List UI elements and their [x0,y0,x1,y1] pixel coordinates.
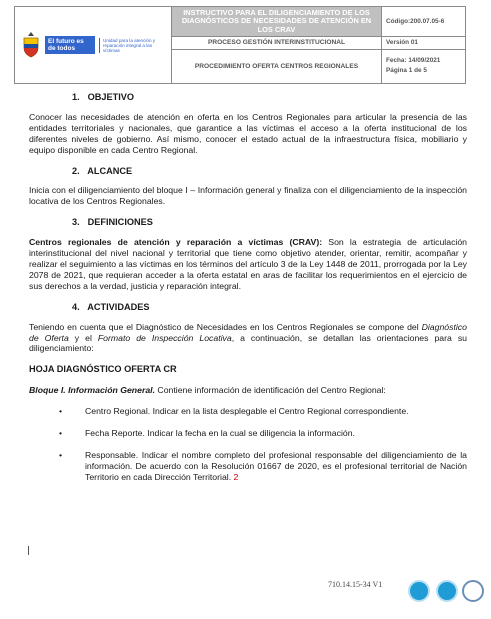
certification-seal-icon [408,580,430,612]
document-version: Versión 01 [382,37,466,50]
tracked-change-mark: 2 [233,471,239,482]
block-one-paragraph: Bloque I. Información General. Contiene información de identificación del Centro Regional: [29,385,386,396]
list-item: • Fecha Reporte. Indicar la fecha en la cual se diligencia la información. [59,428,467,439]
section-heading-actividades: 4. ACTIVIDADES [72,301,150,312]
text-cursor [28,546,29,555]
page-indicator: Página 1 de 5 [386,67,427,75]
certification-seal-icon [436,580,458,612]
actividades-intro: Teniendo en cuenta que el Diagnóstico de Necesidades en los Centros Regionales se compone del Diagnóstico de Oferta y el Formato de Inspección Locativa, a continuación, se detallan las orientaciones para su diligenciamiento: [29,321,467,354]
section-heading-definiciones: 3. DEFINICIONES [72,217,153,228]
crav-term: Centros regionales de atención y reparación a víctimas (CRAV): [29,237,323,248]
section-heading-alcance: 2. ALCANCE [72,165,133,176]
colombia-coat-of-arms-icon [21,32,41,58]
document-title: INSTRUCTIVO PARA EL DILIGENCIAMIENTO DE LOS DIAGNÓSTICOS DE NECESIDADES DE ATENCIÓN EN LOS CRAV [172,7,382,37]
certification-seal-icon [462,580,484,612]
section-heading-objetivo: 1. OBJETIVO [72,92,135,102]
date-page-cell [382,49,466,83]
government-logo: El futuro es de todos [45,36,95,54]
sheet-subheading: HOJA DIAGNÓSTICO OFERTA CR [29,364,177,375]
process-name: PROCESO GESTIÓN INTERINSTITUCIONAL [172,37,382,50]
list-item: • Centro Regional. Indicar en la lista desplegable el Centro Regional correspondiente. [59,406,467,417]
document-date: Fecha: 14/09/2021 [386,57,441,65]
document-body [29,92,467,494]
footer-code: 710.14.15-34 V1 [328,580,383,589]
block-one-list [59,406,467,483]
document-header [14,6,466,84]
definiciones-paragraph: Centros regionales de atención y reparación a víctimas (CRAV): Son la estrategia de articulación interinstitucional del nivel nacional y territorial que tiene como objetivo atender, orientar, remitir, acompañar y realizar el seguimiento a las víctimas en los términos del artículo 3 de la Ley 1448 de 2011, prorrogada por la Ley 2078 de 2021, que requieran acceder a la oferta estatal en aras de facilitar los requerimientos en el ejercicio de sus derechos a la verdad, justicia y reparación integral. [29,237,468,291]
procedure-name: PROCEDIMIENTO OFERTA CENTROS REGIONALES [172,49,382,83]
alcance-paragraph: Inicia con el diligenciamiento del bloque I – Información general y finaliza con el diligenciamiento de la inspección locativa de los Centros Regionales. [29,185,467,207]
list-item: • Responsable. Indicar el nombre completo del profesional responsable del diligenciamiento de la información. De acuerdo con la Resolución 01667 de 2020, es el profesional territorial de Nación Territorio en cada Dirección Territorial. 2 [59,450,467,483]
agency-logo: Unidad para la atención y reparación integral a las víctimas [99,38,165,53]
logo-cell [15,7,172,84]
objetivo-paragraph: Conocer las necesidades de atención en oferta en los Centros Regionales para articular la presencia de las entidades territoriales y nacionales, que garantice a las víctimas el acceso a la oferta institucional de los diferentes niveles de gobierno. Así mismo, conocer el estado actual de la infraestructura física, mobiliario y equipo disponible en cada Centro Regional. [29,111,467,155]
document-code: Código:200.07.05-6 [382,7,466,37]
